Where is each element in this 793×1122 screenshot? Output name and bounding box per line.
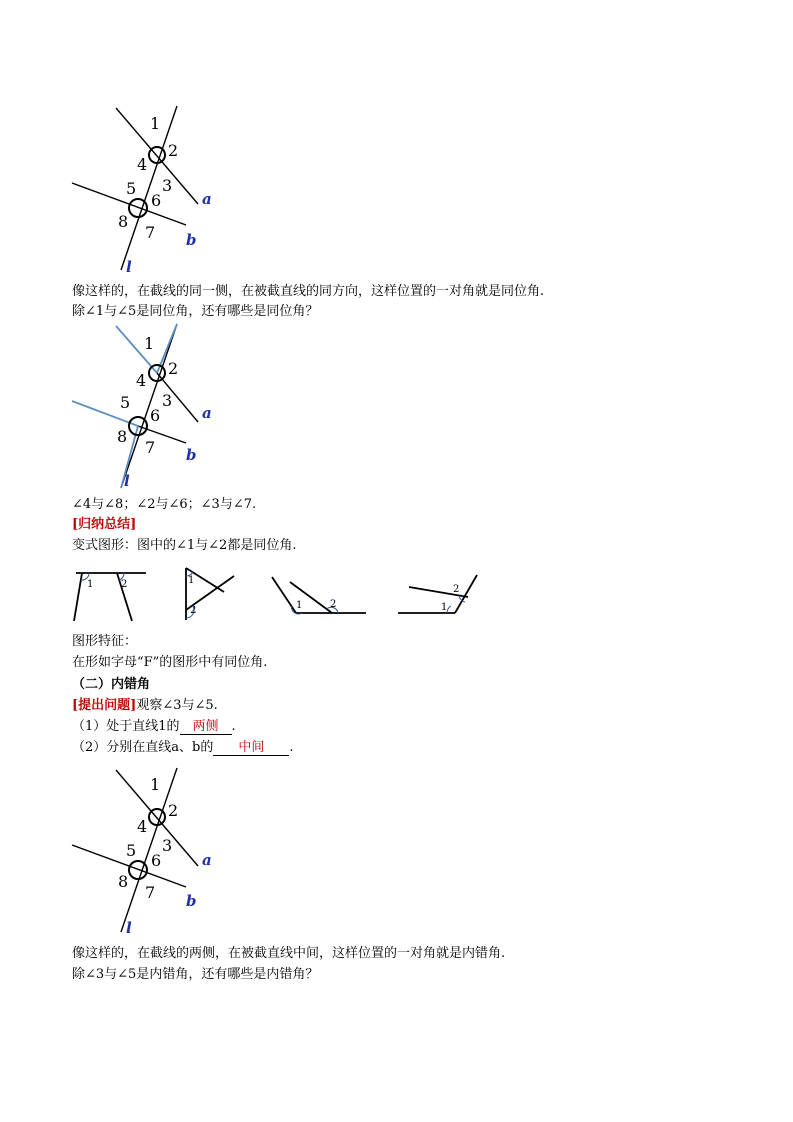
item-1-answer-blank: 两侧 <box>180 719 232 735</box>
item-2-answer-blank: 中间 <box>213 740 289 756</box>
variant-3-label-2: 2 <box>330 599 337 610</box>
angle-label-7: 7 <box>145 883 156 902</box>
angle-label-7: 7 <box>145 223 156 242</box>
alternate-angle-question-line <box>72 697 218 714</box>
corresponding-angle-answer: ∠4与∠8；∠2与∠6；∠3与∠7. <box>72 497 257 512</box>
item-2-period: . <box>289 740 294 755</box>
item-1-period: . <box>231 719 236 734</box>
angle-label-4: 4 <box>136 371 147 390</box>
variant-1-label-2: 2 <box>121 579 128 590</box>
angle-label-8: 8 <box>117 427 128 446</box>
variant-figures-text: 变式图形：图中的∠1与∠2都是同位角. <box>72 538 297 553</box>
transversal-diagram-3 <box>60 762 240 942</box>
angle-label-5: 5 <box>120 393 131 412</box>
alternate-angle-heading: （二）内错角 <box>72 677 151 692</box>
feature-title: 图形特征： <box>72 634 138 649</box>
angle-label-5: 5 <box>126 179 137 198</box>
angle-label-8: 8 <box>118 872 129 891</box>
line-label-l: l <box>124 472 130 490</box>
angle-label-5: 5 <box>126 841 137 860</box>
angle-label-4: 4 <box>137 817 148 836</box>
angle-label-6: 6 <box>151 851 162 870</box>
corresponding-angle-question: 除∠1与∠5是同位角，还有哪些是同位角？ <box>72 304 319 319</box>
summary-tag: [归纳总结] <box>72 517 137 532</box>
angle-label-2: 2 <box>168 359 179 378</box>
alternate-angle-question: 除∠3与∠5是内错角，还有哪些是内错角？ <box>72 967 319 982</box>
angle-label-3: 3 <box>162 176 173 195</box>
angle-label-3: 3 <box>162 391 173 410</box>
question-item-2 <box>72 739 293 756</box>
question-tag: [提出问题] <box>72 698 137 713</box>
angle-label-4: 4 <box>137 155 148 174</box>
transversal-diagram-2 <box>60 318 240 498</box>
variant-4-label-2: 2 <box>453 584 460 595</box>
line-label-a: a <box>202 190 212 208</box>
item-1-prefix: （1）处于直线1的 <box>72 719 180 734</box>
angle-label-1: 1 <box>150 114 161 133</box>
alternate-angle-definition: 像这样的，在截线的两侧，在被截直线中间，这样位置的一对角就是内错角. <box>72 946 506 961</box>
angle-label-2: 2 <box>168 141 179 160</box>
variant-figure-2 <box>178 562 248 627</box>
angle-label-8: 8 <box>118 212 129 231</box>
variant-4-label-1: 1 <box>441 602 448 613</box>
angle-label-6: 6 <box>151 191 162 210</box>
line-label-a: a <box>202 851 212 869</box>
angle-label-2: 2 <box>168 801 179 820</box>
feature-text: 在形如字母“F”的图形中有同位角. <box>72 655 268 670</box>
line-label-b: b <box>186 446 197 464</box>
item-2-prefix: （2）分别在直线a、b的 <box>72 740 214 755</box>
variant-2-label-1: 1 <box>188 575 195 586</box>
question-item-1 <box>72 718 236 735</box>
angle-label-7: 7 <box>145 438 156 457</box>
variant-figure-1 <box>70 566 150 626</box>
variant-3-label-1: 1 <box>296 600 303 611</box>
line-label-l: l <box>126 258 132 276</box>
line-label-a: a <box>202 404 212 422</box>
variant-figure-3 <box>268 572 373 622</box>
line-label-b: b <box>186 892 197 910</box>
angle-label-1: 1 <box>144 334 155 353</box>
transversal-diagram-1 <box>60 100 240 280</box>
variant-2-label-2: 2 <box>190 605 197 616</box>
question-text: 观察∠3与∠5. <box>136 698 218 713</box>
angle-label-3: 3 <box>162 836 173 855</box>
line-label-b: b <box>186 231 197 249</box>
variant-1-label-1: 1 <box>87 579 94 590</box>
line-label-l: l <box>126 919 132 937</box>
angle-label-1: 1 <box>150 775 161 794</box>
corresponding-angle-definition: 像这样的，在截线的同一侧，在被截直线的同方向，这样位置的一对角就是同位角. <box>72 284 545 299</box>
variant-figure-4 <box>395 570 485 622</box>
angle-label-6: 6 <box>150 406 161 425</box>
